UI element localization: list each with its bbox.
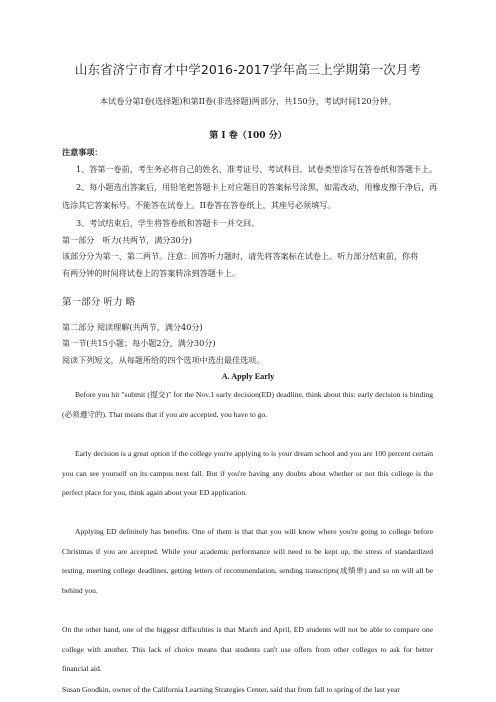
exam-title: 山东省济宁市育才中学2016-2017学年高三上学期第一次月考 — [74, 62, 422, 77]
part1-line: 第一部分 听力(共两节，满分30分) — [62, 235, 192, 245]
part1-omit: 第一部分 听力 略 — [62, 297, 136, 308]
notice-heading: 注意事项： — [62, 147, 103, 157]
notice-item: 1、答第一卷前，考生务必将自己的姓名、准考证号、考试科目、试卷类型涂写在答卷纸和答题卡上。 — [76, 164, 438, 174]
passage-title: A. Apply Early — [221, 372, 275, 381]
paragraph: On the other hand, one of the biggest difficulties is that March and April, ED students will not be able to compare one college with another. This lack of choice means that students can't use offers from other colleges to ask for better financial aid. — [62, 625, 433, 674]
section1-line: 第一节(共15小题；每小题2分，满分30分) — [62, 338, 216, 348]
part2-line: 第二部分 阅读理解(共两节，满分40分) — [62, 322, 203, 332]
exam-intro: 本试卷分第I卷(选择题)和第II卷(非选择题)两部分，共150分，考试时间120分钟。 — [100, 96, 396, 106]
paragraph: Susan Goodkin, owner of the California Learning Strategies Center, said that from fall to spring of the last year — [62, 685, 400, 694]
paragraph: Before you hit "submit (提交)" for the Nov.1 early decision(ED) deadline, think about this: early decision is binding (必须遵守的). That means that if you are accepted, you have to go. — [62, 390, 433, 419]
paragraph: Applying ED definitely has benefits. One of them is that that you will know where you're going to college before Christmas if you are accepted. While your academic performance will need to be kept up, the stress of standardized testing, meeting college deadlines, getting letters of recommendation, sending transcripts(成绩单) and so on will all be behind you. — [62, 527, 433, 595]
part1-desc: 该部分分为第一、第二两节。注意：回答听力题时，请先将答案标在试卷上。听力部分结束前，你将 — [62, 251, 419, 261]
notice-item: 2、每小题选出答案后，用铅笔把答题卡上对应题目的答案标号涂黑，如需改动，用橡皮擦干净后，再 — [76, 182, 438, 192]
instruction: 阅读下列短文，从每题所给的四个选项中选出最佳选项。 — [62, 355, 265, 365]
notice-item: 选涂其它答案标号。不能答在试卷上。II卷答在答卷纸上，其座号必须填写。 — [62, 200, 336, 210]
notice-item: 3、考试结束后，学生将答卷纸和答题卡一并交回。 — [76, 218, 260, 228]
volume-heading: 第 I 卷（100 分） — [209, 131, 287, 141]
part1-desc: 有两分钟的时间将试卷上的答案转涂到答题卡上。 — [62, 268, 241, 278]
paragraph: Early decision is a great option if the college you're applying to is your dream school and you are 100 percent certain you can see yourself on its campus next fall. But if you're having any doubts about whether or not this college is the perfect place for you, think again about your ED application. — [62, 449, 433, 498]
